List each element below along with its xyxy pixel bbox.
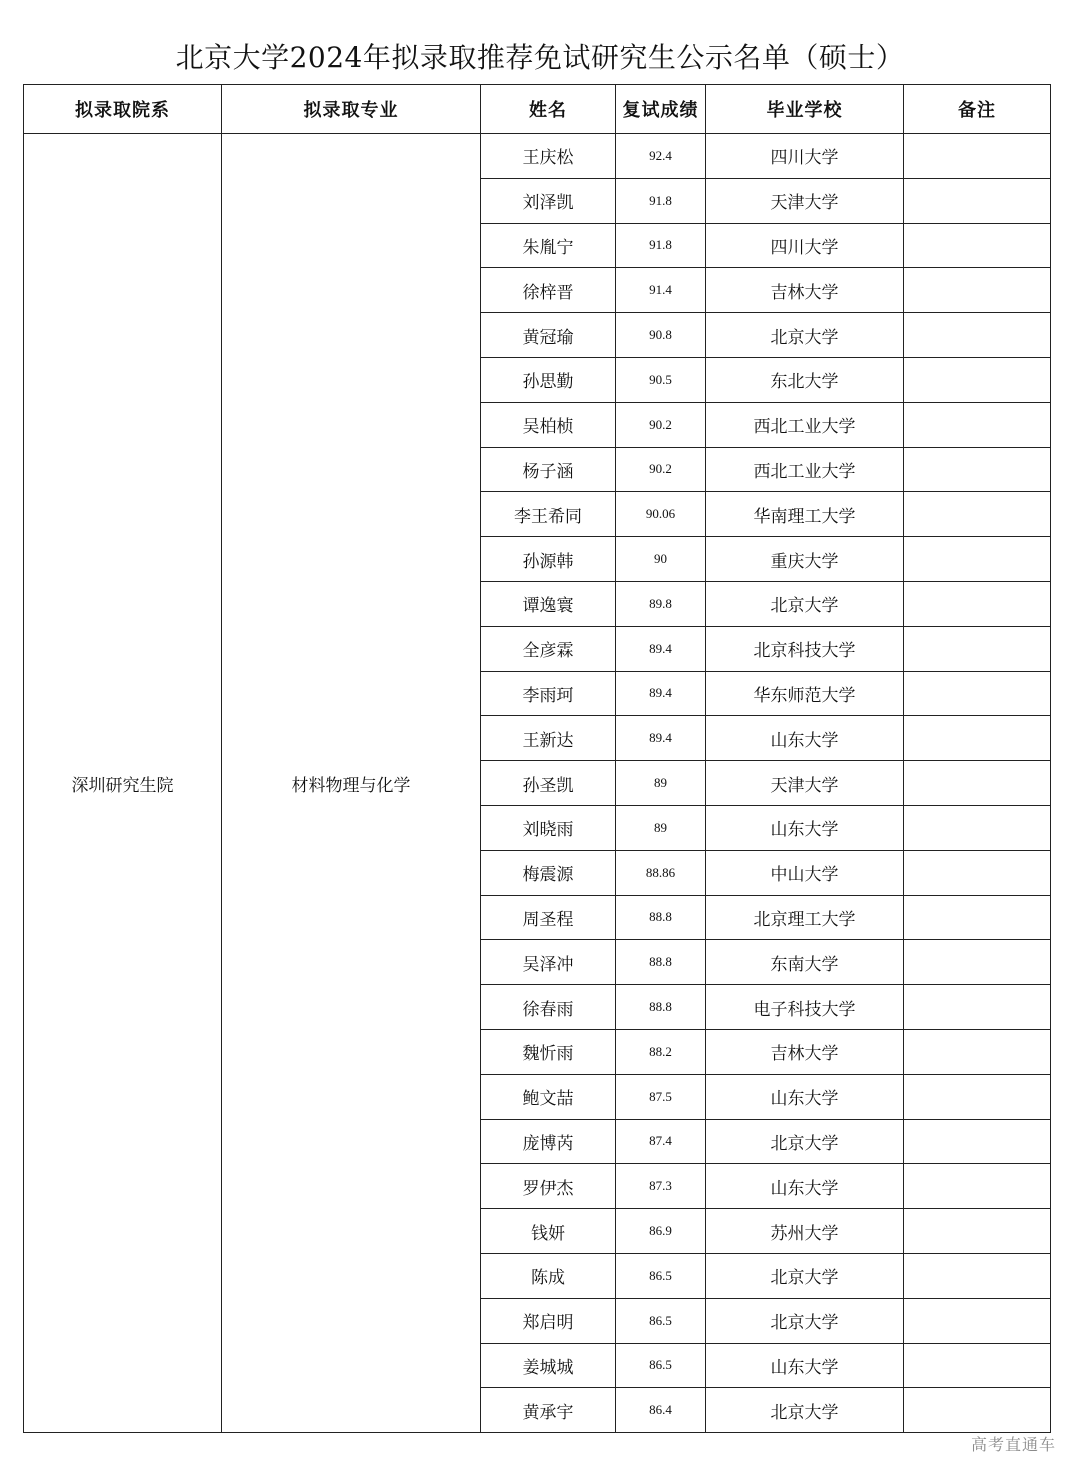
school-cell: 山东大学 [706, 1343, 904, 1388]
remark-cell [904, 940, 1051, 985]
name-cell: 李雨珂 [481, 671, 616, 716]
remark-cell [904, 761, 1051, 806]
school-cell: 山东大学 [706, 1164, 904, 1209]
score-cell: 89 [616, 805, 706, 850]
remark-cell [904, 716, 1051, 761]
remark-cell [904, 671, 1051, 716]
score-cell: 90.2 [616, 447, 706, 492]
remark-cell [904, 1343, 1051, 1388]
school-cell: 四川大学 [706, 223, 904, 268]
remark-cell [904, 1298, 1051, 1343]
school-cell: 天津大学 [706, 178, 904, 223]
score-cell: 89.4 [616, 671, 706, 716]
score-cell: 88.86 [616, 850, 706, 895]
school-cell: 山东大学 [706, 716, 904, 761]
remark-cell [904, 1029, 1051, 1074]
remark-cell [904, 134, 1051, 179]
score-cell: 86.5 [616, 1253, 706, 1298]
remark-cell [904, 805, 1051, 850]
remark-cell [904, 492, 1051, 537]
remark-cell [904, 985, 1051, 1030]
school-cell: 吉林大学 [706, 268, 904, 313]
remark-cell [904, 447, 1051, 492]
score-cell: 91.8 [616, 178, 706, 223]
remark-cell [904, 1119, 1051, 1164]
name-cell: 黄承宇 [481, 1388, 616, 1433]
school-cell: 北京科技大学 [706, 626, 904, 671]
column-header-remark: 备注 [904, 85, 1051, 134]
score-cell: 88.8 [616, 895, 706, 940]
score-cell: 87.5 [616, 1074, 706, 1119]
score-cell: 86.5 [616, 1298, 706, 1343]
score-cell: 87.4 [616, 1119, 706, 1164]
score-cell: 87.3 [616, 1164, 706, 1209]
watermark: 高考直通车 [970, 1435, 1056, 1454]
remark-cell [904, 223, 1051, 268]
page-title: 北京大学2024年拟录取推荐免试研究生公示名单（硕士） [175, 41, 905, 74]
remark-cell [904, 178, 1051, 223]
name-cell: 刘晓雨 [481, 805, 616, 850]
score-cell: 90.8 [616, 313, 706, 358]
name-cell: 陈成 [481, 1253, 616, 1298]
column-header-major: 拟录取专业 [222, 85, 481, 134]
school-cell: 北京大学 [706, 1298, 904, 1343]
score-cell: 86.4 [616, 1388, 706, 1433]
school-cell: 华南理工大学 [706, 492, 904, 537]
column-header-school: 毕业学校 [706, 85, 904, 134]
department-cell: 深圳研究生院 [24, 134, 222, 1433]
school-cell: 北京理工大学 [706, 895, 904, 940]
table-row [24, 134, 1051, 179]
remark-cell [904, 895, 1051, 940]
name-cell: 罗伊杰 [481, 1164, 616, 1209]
name-cell: 朱胤宁 [481, 223, 616, 268]
score-cell: 91.4 [616, 268, 706, 313]
remark-cell [904, 1209, 1051, 1254]
name-cell: 孙圣凯 [481, 761, 616, 806]
school-cell: 北京大学 [706, 1388, 904, 1433]
school-cell: 北京大学 [706, 581, 904, 626]
score-cell: 90.5 [616, 357, 706, 402]
score-cell: 88.8 [616, 985, 706, 1030]
name-cell: 梅震源 [481, 850, 616, 895]
score-cell: 86.9 [616, 1209, 706, 1254]
name-cell: 谭逸寰 [481, 581, 616, 626]
school-cell: 东北大学 [706, 357, 904, 402]
name-cell: 姜城城 [481, 1343, 616, 1388]
school-cell: 重庆大学 [706, 537, 904, 582]
remark-cell [904, 1388, 1051, 1433]
name-cell: 周圣程 [481, 895, 616, 940]
name-cell: 杨子涵 [481, 447, 616, 492]
score-cell: 91.8 [616, 223, 706, 268]
school-cell: 四川大学 [706, 134, 904, 179]
name-cell: 魏忻雨 [481, 1029, 616, 1074]
name-cell: 吴泽冲 [481, 940, 616, 985]
column-header-name: 姓名 [481, 85, 616, 134]
score-cell: 89.4 [616, 626, 706, 671]
score-cell: 90.06 [616, 492, 706, 537]
score-cell: 89.4 [616, 716, 706, 761]
table-header-row [24, 85, 1051, 134]
school-cell: 电子科技大学 [706, 985, 904, 1030]
score-cell: 92.4 [616, 134, 706, 179]
score-cell: 88.2 [616, 1029, 706, 1074]
school-cell: 西北工业大学 [706, 447, 904, 492]
column-header-department: 拟录取院系 [24, 85, 222, 134]
school-cell: 北京大学 [706, 313, 904, 358]
name-cell: 王新达 [481, 716, 616, 761]
name-cell: 郑启明 [481, 1298, 616, 1343]
school-cell: 华东师范大学 [706, 671, 904, 716]
score-cell: 88.8 [616, 940, 706, 985]
name-cell: 钱妍 [481, 1209, 616, 1254]
name-cell: 庞博芮 [481, 1119, 616, 1164]
remark-cell [904, 313, 1051, 358]
admission-table [23, 84, 1051, 1433]
major-cell: 材料物理与化学 [222, 134, 481, 1433]
school-cell: 西北工业大学 [706, 402, 904, 447]
column-header-score: 复试成绩 [616, 85, 706, 134]
remark-cell [904, 626, 1051, 671]
name-cell: 黄冠瑜 [481, 313, 616, 358]
school-cell: 北京大学 [706, 1253, 904, 1298]
school-cell: 中山大学 [706, 850, 904, 895]
school-cell: 山东大学 [706, 805, 904, 850]
school-cell: 北京大学 [706, 1119, 904, 1164]
remark-cell [904, 581, 1051, 626]
score-cell: 89.8 [616, 581, 706, 626]
name-cell: 徐梓晋 [481, 268, 616, 313]
school-cell: 山东大学 [706, 1074, 904, 1119]
score-cell: 89 [616, 761, 706, 806]
remark-cell [904, 1164, 1051, 1209]
score-cell: 86.5 [616, 1343, 706, 1388]
remark-cell [904, 1253, 1051, 1298]
table-body [24, 134, 1051, 1433]
name-cell: 吴柏桢 [481, 402, 616, 447]
name-cell: 全彦霖 [481, 626, 616, 671]
remark-cell [904, 537, 1051, 582]
remark-cell [904, 850, 1051, 895]
remark-cell [904, 357, 1051, 402]
name-cell: 王庆松 [481, 134, 616, 179]
school-cell: 吉林大学 [706, 1029, 904, 1074]
school-cell: 苏州大学 [706, 1209, 904, 1254]
school-cell: 天津大学 [706, 761, 904, 806]
name-cell: 孙思勤 [481, 357, 616, 402]
name-cell: 孙源韩 [481, 537, 616, 582]
name-cell: 刘泽凯 [481, 178, 616, 223]
remark-cell [904, 1074, 1051, 1119]
school-cell: 东南大学 [706, 940, 904, 985]
score-cell: 90 [616, 537, 706, 582]
name-cell: 徐春雨 [481, 985, 616, 1030]
remark-cell [904, 402, 1051, 447]
remark-cell [904, 268, 1051, 313]
name-cell: 鲍文喆 [481, 1074, 616, 1119]
score-cell: 90.2 [616, 402, 706, 447]
name-cell: 李王希同 [481, 492, 616, 537]
